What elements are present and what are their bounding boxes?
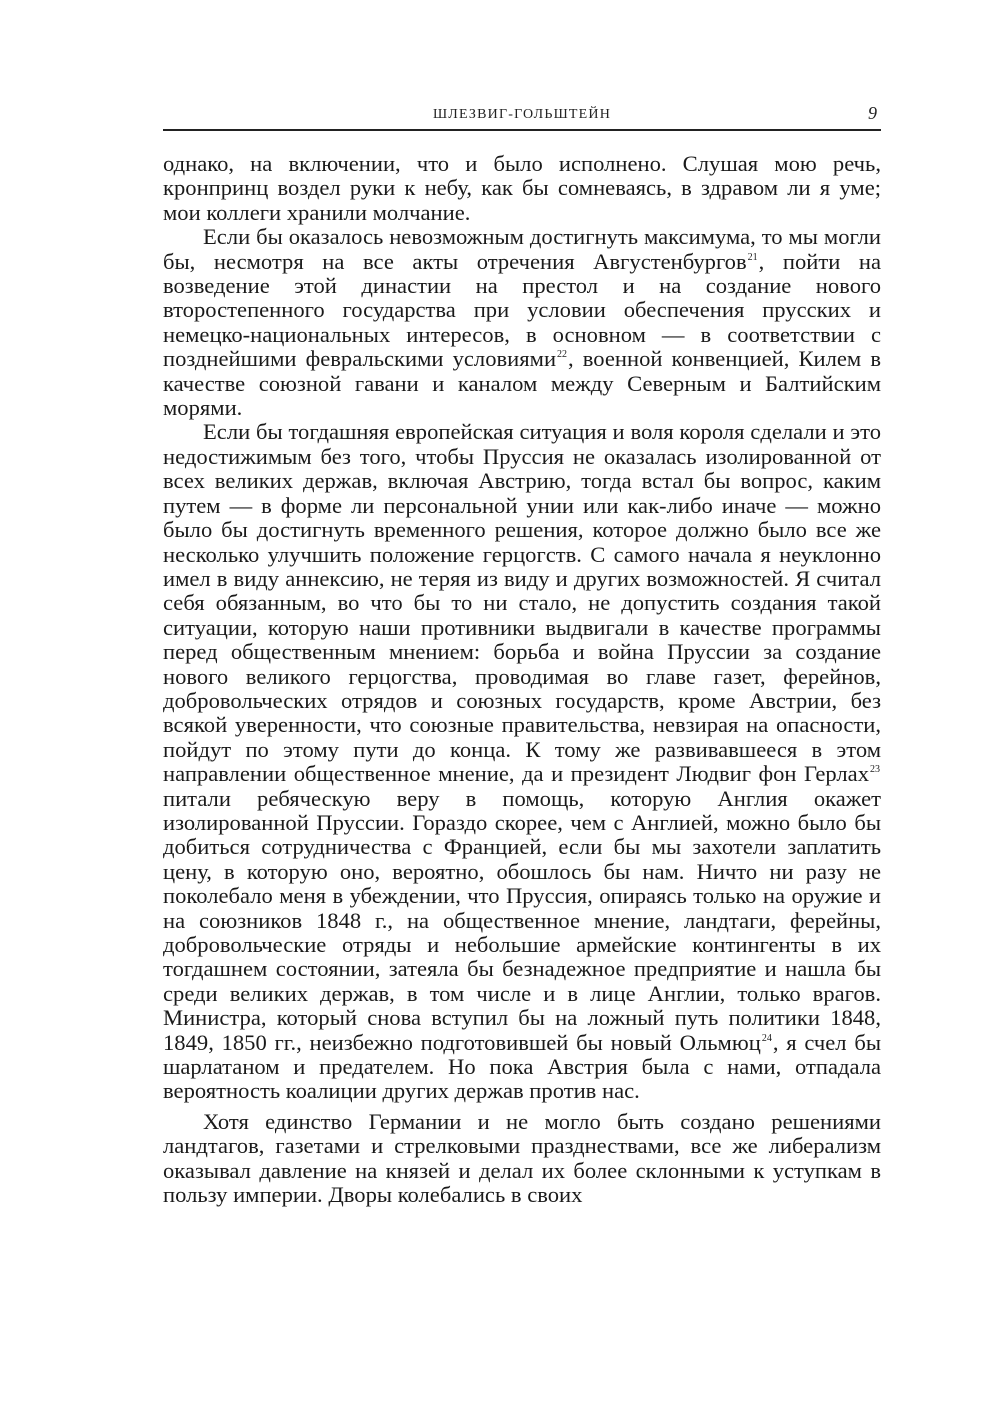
paragraph-1-text: однако, на включении, что и было исполнено. Слушая мою речь, кронпринц воздел руки к небу, как бы сомневаясь, в здравом ли я уме; мои коллеги хранили молчание. [163, 151, 881, 225]
paragraph-continuation [163, 152, 881, 225]
page-number: 9 [868, 103, 877, 123]
paragraph-2 [163, 225, 881, 420]
footnote-ref-24[interactable]: 24 [761, 1032, 772, 1044]
paragraph-3-text-b: питали ребяческую веру в помощь, которую Англия окажет изолированной Пруссии. Гораздо скорее, чем с Англией, можно было бы добиться сотрудничества с Францией, если бы мы захотели заплатить цену, в которую оно, вероятно, обошлось бы нам. Ничто ни разу не поколебало меня в убеждении, что Пруссия, опираясь только на оружие и на союзников 1848 г., на общественное мнение, ландтаги, ферейны, добровольческие отряды и небольшие армейские контингенты в их тогдашнем состоянии, затеяла бы безнадежное предприятие и нашла бы среди великих держав, в том числе и в лице Англии, только врагов. Министра, который снова вступил бы на ложный путь политики 1848, 1849, 1850 гг., неизбежно подготовившей бы новый Ольмюц [163, 785, 881, 1055]
paragraph-3-text-a: Если бы тогдашняя европейская ситуация и воля короля сделали и это недостижимым без того, чтобы Пруссия не оказалась изолированной от всех великих держав, включая Австрию, тогда встал бы вопрос, каким путем — в форме ли персональной унии или как-либо иначе — можно было бы достигнуть временного решения, которое должно было все же несколько улучшить положение герцогств. С самого начала я неуклонно имел в виду аннексию, не теряя из виду и других возможностей. Я считал себя обязанным, во что бы то ни стало, не допустить создания такой ситуации, которую наши противники выдвигали в качестве программы перед общественным мнением: борьба и война Пруссии за создание нового великого герцогства, проводимая во главе газет, ферейнов, добровольческих отрядов и союзных государств, кроме Австрии, без всякой уверенности, что союзные правительства, невзирая на опасности, пойдут по этому пути до конца. К тому же развивавшееся в этом направлении общественное мнение, да и президент Людвиг фон Герлах [163, 419, 881, 787]
paragraph-2-text-b: , пойти на возведение этой династии на престол и на создание нового второстепенного государства при условии обеспечения прусских и немецко-национальных интересов, в основном — в соответствии с позднейшими февральскими условиями [163, 248, 881, 372]
paragraph-3 [163, 420, 881, 1103]
footnote-ref-21[interactable]: 21 [747, 251, 758, 263]
footnote-ref-22[interactable]: 22 [557, 349, 568, 361]
running-title: ШЛЕЗВИГ-ГОЛЬШТЕЙН [432, 107, 612, 122]
running-head [163, 103, 881, 129]
paragraph-4 [163, 1110, 881, 1208]
header-rule [163, 129, 881, 131]
paragraph-3-text-c: , я счел бы шарлатаном и предателем. Но пока Австрия была с нами, отпадала вероятность коалиции других держав против нас. [163, 1029, 882, 1104]
paragraph-4-text: Хотя единство Германии и не могло быть создано решениями ландтагов, газетами и стрелковыми празднествами, все же либерализм оказывал давление на князей и делал их более склонными к уступкам в пользу империи. Дворы колебались в своих [163, 1108, 881, 1208]
paragraph-2-text-c: , военной конвенцией, Килем в качестве союзной гавани и каналом между Северным и Балтийским морями. [163, 346, 881, 421]
paragraph-2-text-a: Если бы оказалось невозможным достигнуть максимума, то мы могли бы, несмотря на все акты отречения Августенбургов [163, 224, 881, 274]
footnote-ref-23[interactable]: 23 [870, 764, 880, 776]
body-text [163, 152, 881, 1207]
